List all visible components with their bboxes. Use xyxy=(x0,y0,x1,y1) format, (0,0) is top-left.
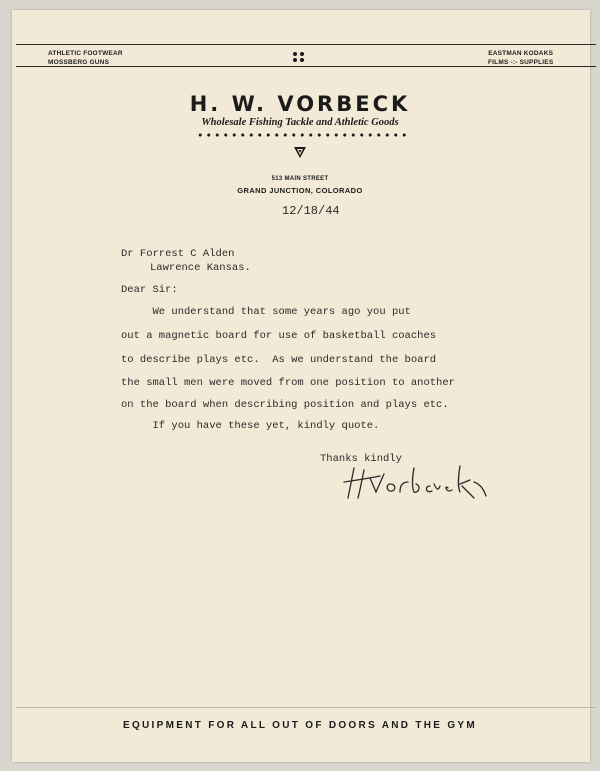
top-rule-upper xyxy=(16,44,596,45)
company-tagline: Wholesale Fishing Tackle and Athletic Goods xyxy=(201,117,399,128)
recipient-location: Lawrence Kansas. xyxy=(150,262,251,274)
city-address: GRAND JUNCTION, COLORADO xyxy=(237,186,363,195)
product-mossberg-guns: MOSSBERG GUNS xyxy=(48,59,110,66)
body-line: to describe plays etc. As we understand the board xyxy=(121,354,437,366)
letterhead-right-products xyxy=(488,49,553,67)
footer-rule xyxy=(16,707,596,708)
letterhead-left-products xyxy=(48,49,123,67)
dotted-divider xyxy=(196,133,406,137)
body-line: on the board when describing position and plays etc. xyxy=(121,399,449,411)
closing: Thanks kindly xyxy=(320,453,402,465)
handwritten-signature xyxy=(340,458,490,502)
product-films-supplies: FILMS -:- SUPPLIES xyxy=(488,59,554,66)
product-eastman-kodaks: EASTMAN KODAKS xyxy=(488,50,554,57)
letter-date: 12/18/44 xyxy=(282,204,340,218)
body-line: We understand that some years ago you put xyxy=(121,306,411,318)
company-name: H. W. VORBECK xyxy=(189,92,411,116)
body-line: the small men were moved from one position to another xyxy=(121,377,455,389)
body-line: If you have these yet, kindly quote. xyxy=(121,420,380,432)
body-line: out a magnetic board for use of basketball coaches xyxy=(121,330,437,342)
product-athletic-footwear: ATHLETIC FOOTWEAR xyxy=(48,50,123,57)
chevron-ornament-icon xyxy=(294,147,306,159)
footer-slogan: EQUIPMENT FOR ALL OUT OF DOORS AND THE GYM xyxy=(122,720,477,731)
recipient-name: Dr Forrest C Alden xyxy=(121,248,235,260)
street-address: 513 MAIN STREET xyxy=(271,176,329,182)
four-dots-ornament xyxy=(293,52,307,64)
salutation: Dear Sir: xyxy=(121,284,178,296)
